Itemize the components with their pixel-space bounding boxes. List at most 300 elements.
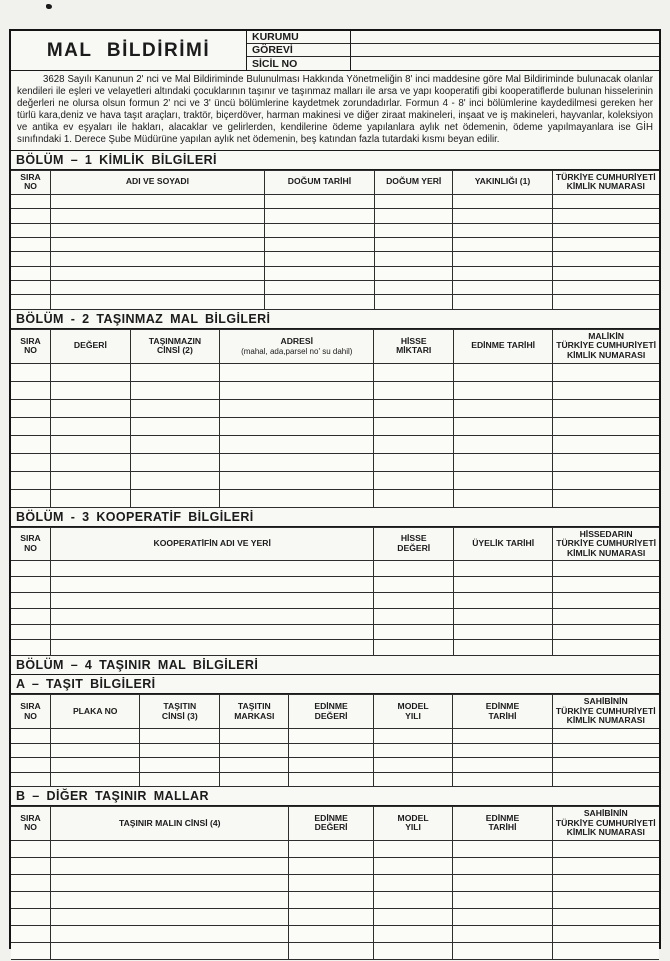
table-row [11, 908, 659, 925]
column-header-label: SIRA NO [20, 701, 41, 721]
empty-cell [220, 489, 374, 507]
empty-cell [553, 489, 659, 507]
empty-cell [51, 857, 289, 874]
empty-cell [51, 266, 265, 280]
column-header [374, 329, 454, 363]
section-title-bolum-3: BÖLÜM - 3 KOOPERATİF BİLGİLERİ [11, 508, 659, 527]
empty-cell [11, 891, 51, 908]
empty-cell [453, 223, 552, 237]
section-title-bolum-4a: A – TAŞIT BİLGİLERİ [11, 675, 659, 694]
column-header-label: TAŞITIN CİNSİ (3) [161, 701, 198, 721]
empty-cell [374, 381, 454, 399]
empty-cell [453, 743, 552, 758]
empty-cell [264, 223, 374, 237]
field-value-gorevi [351, 44, 659, 57]
empty-cell [289, 925, 373, 942]
empty-cell [130, 471, 219, 489]
column-header [11, 527, 51, 561]
empty-cell [454, 435, 553, 453]
column-header-label: YAKINLIĞI (1) [474, 176, 531, 187]
empty-cell [51, 577, 374, 593]
column-header-label: EDİNME DEĞERİ [314, 701, 348, 721]
table-row [11, 281, 659, 295]
empty-cell [264, 237, 374, 251]
column-header-label: DEĞERİ [73, 340, 107, 351]
table-row [11, 608, 659, 624]
empty-cell [553, 399, 659, 417]
empty-cell [130, 435, 219, 453]
table-row [11, 729, 659, 744]
empty-cell [375, 209, 453, 223]
empty-cell [453, 729, 552, 744]
section-title-bolum-1: BÖLÜM – 1 KİMLİK BİLGİLERİ [11, 151, 659, 170]
column-header-label: ÜYELİK TARİHİ [472, 538, 535, 549]
empty-cell [373, 840, 453, 857]
column-header [220, 695, 289, 729]
empty-cell [289, 743, 373, 758]
empty-cell [375, 295, 453, 309]
empty-cell [11, 281, 51, 295]
column-header [553, 329, 659, 363]
empty-cell [552, 223, 659, 237]
empty-cell [289, 891, 373, 908]
table-row [11, 223, 659, 237]
empty-cell [51, 593, 374, 609]
empty-cell [453, 840, 552, 857]
table-row [11, 593, 659, 609]
table-row [11, 874, 659, 891]
table-row [11, 417, 659, 435]
empty-cell [51, 942, 289, 959]
field-value-sicil-no [351, 57, 659, 70]
empty-cell [552, 857, 659, 874]
empty-cell [11, 399, 51, 417]
empty-cell [11, 942, 51, 959]
empty-cell [552, 729, 659, 744]
column-header [11, 807, 51, 841]
column-header-label: SIRA NO [20, 171, 41, 192]
column-header [453, 807, 552, 841]
empty-cell [553, 561, 659, 577]
empty-cell [220, 453, 374, 471]
column-header [51, 329, 131, 363]
empty-cell [374, 624, 454, 640]
empty-cell [552, 840, 659, 857]
empty-cell [220, 743, 289, 758]
empty-cell [453, 237, 552, 251]
empty-cell [11, 435, 51, 453]
empty-cell [289, 908, 373, 925]
column-header-label: DOĞUM TARİHİ [287, 176, 352, 187]
empty-cell [373, 925, 453, 942]
empty-cell [374, 640, 454, 656]
empty-cell [373, 743, 453, 758]
empty-cell [454, 624, 553, 640]
empty-cell [130, 363, 219, 381]
empty-cell [220, 363, 374, 381]
empty-cell [374, 577, 454, 593]
empty-cell [51, 772, 140, 787]
empty-cell [220, 729, 289, 744]
empty-cell [11, 381, 51, 399]
column-header [374, 527, 454, 561]
empty-cell [552, 874, 659, 891]
empty-cell [289, 758, 373, 773]
empty-cell [11, 295, 51, 309]
column-header [454, 329, 553, 363]
empty-cell [11, 453, 51, 471]
empty-cell [130, 453, 219, 471]
empty-cell [11, 252, 51, 266]
empty-cell [553, 435, 659, 453]
table-row [11, 758, 659, 773]
empty-cell [552, 891, 659, 908]
empty-cell [374, 561, 454, 577]
empty-cell [51, 840, 289, 857]
empty-cell [373, 942, 453, 959]
empty-cell [140, 758, 220, 773]
empty-cell [140, 743, 220, 758]
column-header-label: HİSSE DEĞERİ [397, 533, 431, 554]
empty-cell [11, 489, 51, 507]
empty-cell [130, 417, 219, 435]
column-header-label: SAHİBİNİN TÜRKİYE CUMHURİYETİ KİMLİK NUMARASI [555, 808, 656, 838]
column-header-label: MODEL YILI [397, 701, 429, 721]
empty-cell [453, 758, 552, 773]
empty-cell [453, 295, 552, 309]
empty-cell [552, 925, 659, 942]
empty-cell [553, 608, 659, 624]
empty-cell [51, 435, 131, 453]
empty-cell [553, 417, 659, 435]
empty-cell [552, 942, 659, 959]
empty-cell [552, 266, 659, 280]
form-header [11, 31, 659, 71]
empty-cell [51, 489, 131, 507]
scan-artifact-dot [46, 4, 52, 9]
column-header-label: TAŞINMAZIN CİNSİ (2) [148, 335, 202, 356]
column-header [140, 695, 220, 729]
empty-cell [373, 874, 453, 891]
intro-paragraph: 3628 Sayılı Kanunun 2' nci ve Mal Bildiriminde Bulunulması Hakkında Yönetmeliğin 8' inci maddesine göre Mal Bildiriminde bulunacak olanlar kendileri ile eşleri ve velayetleri altındaki çocuklarının taşınır ve taşınmaz malları ile arsa ve yapı kooperatifi gibi kooperatiflerde bulunan hisselerinin değerleri ne olursa olsun formun 2' nci ve 3' üncü bölümlerine kaydetmek zorundadırlar. Formun 4 - 8' inci bölümlerine kaydedilmesi gereken her türlü kara,deniz ve hava taşıt araçları, traktör, biçerdöver, harman makinesi ve diğer ziraat makineleri, inşaat ve iş makineleri, hayvanlar, koleksiyon ve antika ev eşyaları ile hakları, alacaklar ve gelirlerden, kendilerine ödeme yapılanlara aylık net ödemenin, ödeme yapılmayanlara ise GİH sınıfındaki 1. Derece Şube Müdürüne yapılan aylık net ödemenin, beş katından fazla tutardaki kısmı beyan edilir. [11, 71, 659, 151]
section-table-bolum-4a [11, 694, 659, 787]
empty-cell [374, 453, 454, 471]
field-value-kurumu [351, 31, 659, 44]
table-row [11, 891, 659, 908]
empty-cell [289, 772, 373, 787]
table-row [11, 194, 659, 208]
empty-cell [453, 252, 552, 266]
column-header [51, 527, 374, 561]
column-header [264, 170, 374, 194]
column-header [130, 329, 219, 363]
empty-cell [11, 266, 51, 280]
empty-cell [289, 874, 373, 891]
empty-cell [454, 489, 553, 507]
empty-cell [130, 399, 219, 417]
column-header [552, 170, 659, 194]
empty-cell [552, 758, 659, 773]
table-row [11, 942, 659, 959]
empty-cell [454, 453, 553, 471]
field-label-gorevi: GÖREVİ [247, 44, 351, 57]
empty-cell [51, 471, 131, 489]
empty-cell [453, 772, 552, 787]
table-row [11, 561, 659, 577]
empty-cell [375, 266, 453, 280]
empty-cell [11, 624, 51, 640]
section-title-bolum-4b: B – DİĞER TAŞINIR MALLAR [11, 787, 659, 806]
section-table-bolum-3 [11, 527, 659, 657]
empty-cell [11, 908, 51, 925]
column-header [11, 695, 51, 729]
table-row [11, 399, 659, 417]
column-header-label: EDİNME TARİHİ [485, 812, 520, 833]
empty-cell [553, 381, 659, 399]
empty-cell [373, 891, 453, 908]
empty-cell [454, 577, 553, 593]
column-header [373, 807, 453, 841]
empty-cell [11, 840, 51, 857]
empty-cell [220, 435, 374, 453]
empty-cell [51, 874, 289, 891]
column-header-label: EDİNME TARİHİ [471, 340, 536, 351]
empty-cell [552, 295, 659, 309]
empty-cell [552, 772, 659, 787]
column-header-label: MODEL YILI [397, 812, 429, 833]
empty-cell [11, 729, 51, 744]
empty-cell [374, 435, 454, 453]
empty-cell [552, 281, 659, 295]
empty-cell [553, 577, 659, 593]
empty-cell [375, 223, 453, 237]
empty-cell [220, 399, 374, 417]
column-header-label: DOĞUM YERİ [386, 176, 442, 187]
empty-cell [220, 772, 289, 787]
column-header [51, 170, 265, 194]
column-header [289, 695, 373, 729]
empty-cell [51, 417, 131, 435]
empty-cell [51, 209, 265, 223]
empty-cell [289, 942, 373, 959]
column-header-label: TAŞITIN MARKASI [234, 701, 275, 721]
empty-cell [454, 381, 553, 399]
empty-cell [552, 743, 659, 758]
empty-cell [220, 417, 374, 435]
empty-cell [453, 857, 552, 874]
empty-cell [454, 363, 553, 381]
column-header-label: PLAKA NO [72, 705, 118, 716]
empty-cell [552, 908, 659, 925]
table-row [11, 577, 659, 593]
empty-cell [51, 194, 265, 208]
empty-cell [454, 399, 553, 417]
empty-cell [552, 252, 659, 266]
column-header-label: KOOPERATİFİN ADI VE YERİ [153, 538, 271, 549]
empty-cell [373, 857, 453, 874]
table-row [11, 453, 659, 471]
empty-cell [11, 363, 51, 381]
empty-cell [51, 453, 131, 471]
field-label-kurumu: KURUMU [247, 31, 351, 44]
column-header [453, 695, 552, 729]
empty-cell [374, 608, 454, 624]
column-header-label: ADI VE SOYADI [125, 176, 190, 187]
empty-cell [374, 417, 454, 435]
empty-cell [11, 237, 51, 251]
table-row [11, 266, 659, 280]
empty-cell [374, 399, 454, 417]
column-header-label: HİSSEDARIN TÜRKİYE CUMHURİYETİ KİMLİK NUMARASI [556, 528, 656, 558]
column-header [552, 695, 659, 729]
empty-cell [289, 840, 373, 857]
empty-cell [51, 252, 265, 266]
empty-cell [11, 561, 51, 577]
column-header [454, 527, 553, 561]
empty-cell [453, 266, 552, 280]
table-row [11, 237, 659, 251]
empty-cell [453, 281, 552, 295]
empty-cell [220, 758, 289, 773]
empty-cell [373, 729, 453, 744]
empty-cell [51, 561, 374, 577]
column-header-label: TAŞINIR MALIN CİNSİ (4) [118, 817, 221, 828]
empty-cell [130, 489, 219, 507]
empty-cell [289, 729, 373, 744]
empty-cell [553, 624, 659, 640]
section-table-bolum-4b [11, 806, 659, 960]
form-title: MAL BİLDİRİMİ [11, 31, 247, 70]
column-header [453, 170, 552, 194]
empty-cell [140, 729, 220, 744]
empty-cell [373, 772, 453, 787]
empty-cell [11, 471, 51, 489]
empty-cell [373, 758, 453, 773]
empty-cell [374, 363, 454, 381]
empty-cell [220, 471, 374, 489]
empty-cell [11, 743, 51, 758]
section-table-bolum-2 [11, 329, 659, 508]
empty-cell [51, 729, 140, 744]
column-header [289, 807, 373, 841]
empty-cell [11, 417, 51, 435]
table-row [11, 772, 659, 787]
column-header [51, 695, 140, 729]
empty-cell [11, 640, 51, 656]
table-row [11, 295, 659, 309]
column-header [373, 695, 453, 729]
empty-cell [453, 194, 552, 208]
empty-cell [453, 908, 552, 925]
empty-cell [11, 772, 51, 787]
empty-cell [375, 252, 453, 266]
section-title-bolum-4: BÖLÜM – 4 TAŞINIR MAL BİLGİLERİ [11, 656, 659, 675]
table-row [11, 489, 659, 507]
empty-cell [140, 772, 220, 787]
empty-cell [453, 925, 552, 942]
empty-cell [51, 381, 131, 399]
column-header-note: (mahal, ada,parsel no' su dahil) [241, 346, 353, 356]
empty-cell [552, 194, 659, 208]
table-row [11, 743, 659, 758]
empty-cell [11, 925, 51, 942]
column-header [51, 807, 289, 841]
table-row [11, 857, 659, 874]
empty-cell [51, 295, 265, 309]
table-row [11, 471, 659, 489]
empty-cell [11, 593, 51, 609]
column-header-label: SIRA NO [20, 533, 41, 554]
empty-cell [51, 281, 265, 295]
empty-cell [51, 399, 131, 417]
table-row [11, 363, 659, 381]
empty-cell [264, 295, 374, 309]
empty-cell [453, 209, 552, 223]
empty-cell [553, 593, 659, 609]
empty-cell [51, 908, 289, 925]
empty-cell [553, 363, 659, 381]
column-header-label: SIRA NO [20, 812, 41, 833]
empty-cell [51, 743, 140, 758]
empty-cell [454, 417, 553, 435]
column-header-label: HİSSE MİKTARI [396, 335, 432, 356]
column-header [11, 170, 51, 194]
empty-cell [51, 363, 131, 381]
column-header [220, 329, 374, 363]
empty-cell [264, 209, 374, 223]
column-header-label: SAHİBİNİN TÜRKİYE CUMHURİYETİ KİMLİK NUMARASI [555, 696, 656, 726]
empty-cell [11, 608, 51, 624]
table-row [11, 209, 659, 223]
table-row [11, 381, 659, 399]
empty-cell [51, 925, 289, 942]
empty-cell [264, 194, 374, 208]
empty-cell [553, 453, 659, 471]
empty-cell [11, 223, 51, 237]
empty-cell [51, 624, 374, 640]
empty-cell [11, 857, 51, 874]
empty-cell [375, 281, 453, 295]
column-header [375, 170, 453, 194]
empty-cell [51, 237, 265, 251]
mal-bildirimi-form [9, 29, 661, 949]
empty-cell [552, 237, 659, 251]
empty-cell [51, 223, 265, 237]
empty-cell [375, 237, 453, 251]
field-label-sicil-no: SİCİL NO [247, 57, 351, 70]
column-header-label: EDİNME TARİHİ [485, 701, 520, 721]
empty-cell [11, 209, 51, 223]
empty-cell [51, 758, 140, 773]
empty-cell [289, 857, 373, 874]
empty-cell [11, 758, 51, 773]
empty-cell [220, 381, 374, 399]
column-header-label: ADRESİ [280, 335, 313, 346]
column-header [552, 807, 659, 841]
empty-cell [453, 874, 552, 891]
empty-cell [454, 608, 553, 624]
empty-cell [374, 471, 454, 489]
column-header-label: MALİKİN TÜRKİYE CUMHURİYETİ KİMLİK NUMARASI [556, 330, 656, 361]
sections-container [11, 151, 659, 960]
empty-cell [374, 593, 454, 609]
empty-cell [130, 381, 219, 399]
empty-cell [51, 891, 289, 908]
table-row [11, 252, 659, 266]
empty-cell [453, 891, 552, 908]
empty-cell [11, 874, 51, 891]
empty-cell [11, 194, 51, 208]
